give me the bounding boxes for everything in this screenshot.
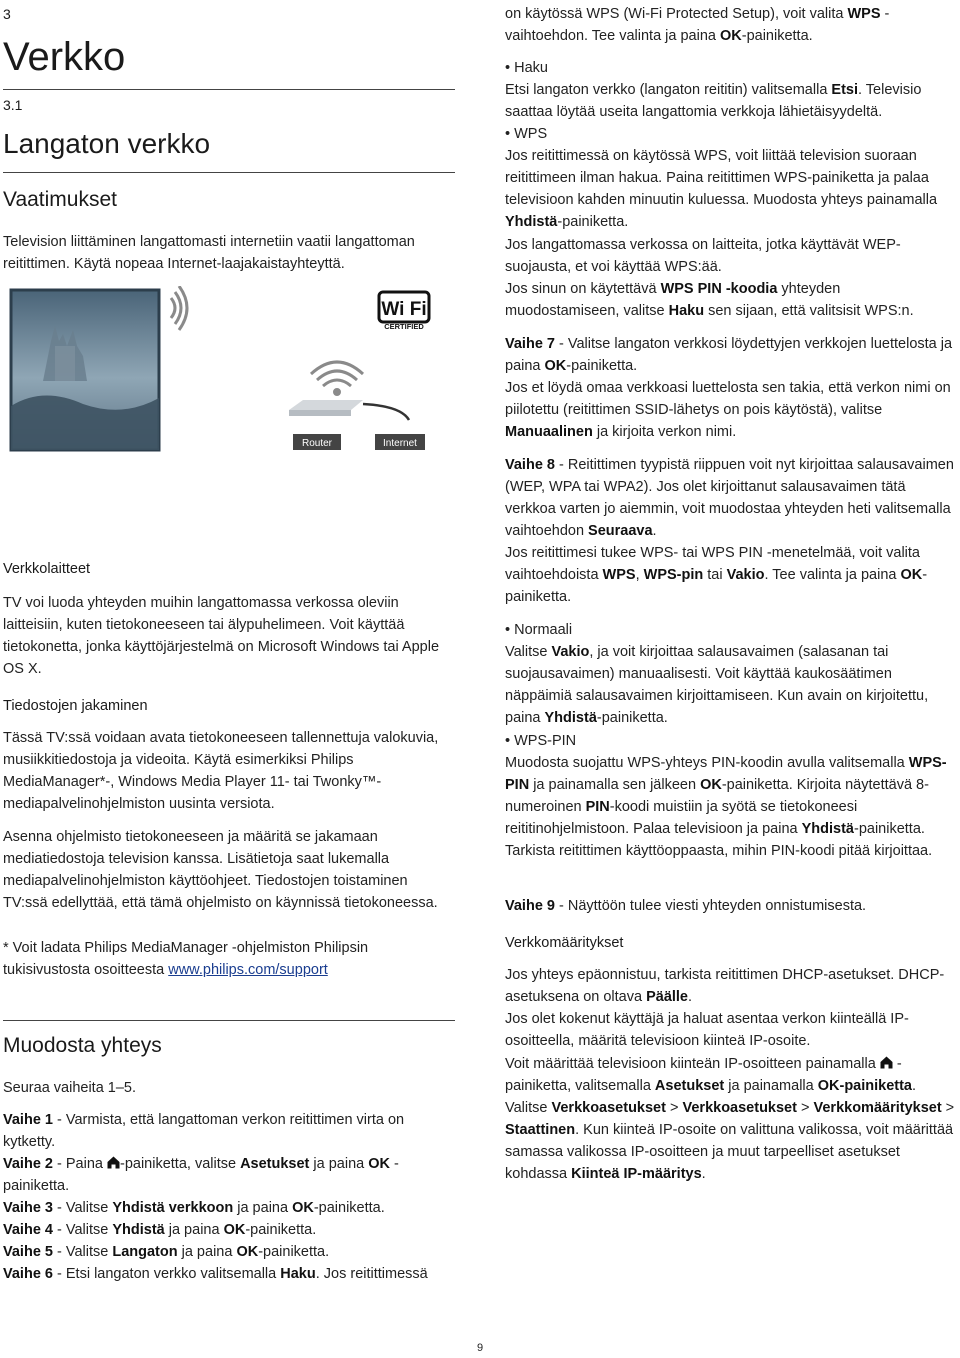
step-8-text: tai (703, 567, 727, 583)
wps-option: WPS (847, 6, 881, 22)
step-8 (505, 454, 955, 542)
network-settings-p2: Jos olet kokenut käyttäjä ja haluat asentaa verkon kiinteällä IP-osoitteella, määritä televisioon kiinteä IP-osoite. (505, 1011, 909, 1049)
wps-bullet: • WPS (505, 123, 955, 145)
standard-option: Vakio (551, 644, 590, 660)
step-6-text: on käytössä WPS (Wi-Fi Protected Setup), voit valita (505, 6, 848, 22)
connect-option: Yhdistä (544, 710, 597, 726)
requirements-heading: Vaatimukset (3, 188, 117, 211)
wifi-logo-text: Wi Fi (381, 299, 427, 320)
ns-text: -painiketta, valitsemalla (505, 1056, 902, 1094)
wireless-setup-illustration (3, 286, 455, 456)
ok-key: OK (223, 1222, 246, 1238)
ok-key: OK-painiketta (817, 1078, 912, 1094)
ok-key: OK (292, 1200, 314, 1216)
ns-text: . Valitse (505, 1078, 917, 1116)
ns-text: > (941, 1100, 955, 1116)
haku-text (505, 79, 955, 123)
step-7-hidden-network (505, 377, 955, 443)
step-4-label: Vaihe 4 (3, 1222, 53, 1238)
static-ip-option: Kiinteä IP-määritys (571, 1166, 702, 1182)
wps-text-part: sen sijaan, että valitsisit WPS:n. (704, 303, 914, 319)
step-4 (3, 1219, 455, 1241)
ok-key: OK (236, 1244, 259, 1260)
ns-text: Jos yhteys epäonnistuu, tarkista reitittimen DHCP-asetukset. DHCP-asetuksena on oltava (505, 967, 945, 1005)
divider (3, 1020, 455, 1021)
on-option: Päälle (646, 989, 688, 1005)
step-3 (3, 1197, 455, 1219)
search-option: Haku (280, 1266, 316, 1282)
normaali-text-part: -painiketta. (596, 710, 668, 726)
ok-key: OK (900, 567, 923, 583)
divider (3, 89, 455, 90)
manual-option: Manuaalinen (505, 424, 593, 440)
step-9 (505, 895, 955, 917)
network-settings-option: Verkkoasetukset (551, 1100, 666, 1116)
network-settings-heading: Verkkomääritykset (505, 935, 624, 951)
step-2-text: ja paina (309, 1156, 369, 1172)
ns-text: > (796, 1100, 814, 1116)
wps-text-part: -painiketta. (557, 214, 629, 230)
section-title: Langaton verkko (3, 128, 211, 159)
section-number: 3.1 (3, 97, 23, 113)
wps-option: WPS (602, 567, 636, 583)
step-1-label: Vaihe 1 (3, 1112, 53, 1128)
step-1 (3, 1109, 455, 1153)
wifi-certified-logo (379, 292, 429, 331)
network-settings-p1 (505, 964, 955, 1008)
file-sharing-p1: Tässä TV:ssä voidaan avata tietokoneeseen tallennettuja valokuvia, musiikkitiedostoja ja videoita. Käytä esimerkiksi Philips MediaManager*-, Windows Media Player 11- tai Twonky™-mediapalvelinohjelmiston uusinta versiota. (3, 730, 439, 812)
step-5 (3, 1241, 455, 1263)
ns-text: . (688, 989, 693, 1005)
network-settings-p3 (505, 1053, 955, 1185)
ns-text: ja painamalla (724, 1078, 818, 1094)
ok-key: OK (368, 1156, 390, 1172)
connect-option: Yhdistä (112, 1222, 165, 1238)
step-5-text: ja paina (177, 1244, 237, 1260)
step-2-text: -painiketta, valitse (119, 1156, 241, 1172)
step-9-label: Vaihe 9 (505, 898, 555, 914)
wps-text-part: Jos sinun on käytettävä (505, 281, 661, 297)
connect-option: Yhdistä (505, 214, 558, 230)
network-devices-text: TV voi luoda yhteyden muihin langattomassa verkossa oleviin laitteisiin, kuten tietokoneeseen tai älypuhelimeen. Voit käyttää tietokonetta, jonka käyttöjärjestelmä on Microsoft Windows tai Apple OS X. (3, 595, 440, 677)
page-number: 9 (476, 1342, 484, 1354)
step-7-label: Vaihe 7 (505, 336, 555, 352)
haku-bullet: • Haku (505, 57, 955, 79)
steps-list (3, 1109, 455, 1285)
chapter-title: Verkko (3, 35, 126, 79)
connect-intro: Seuraa vaiheita 1–5. (3, 1080, 137, 1096)
next-option: Seuraava (588, 523, 653, 539)
step-2-text: -painiketta. (3, 1156, 399, 1194)
wps-text-2: Jos langattomassa verkossa on laitteita, jotka käyttävät WEP-suojausta, et voi käyttää WPS:ää. (505, 237, 901, 275)
step-5-label: Vaihe 5 (3, 1244, 53, 1260)
step-8-text: - Reitittimen tyypistä riippuen voit nyt kirjoittaa salausavaimen (WEP, WPA tai WPA2). Jos olet kirjoittanut salausavaimen tätä verkkoa varten jo aiemmin, voit muodostaa yhteyden heti valitsemalla vaihtoehdon (505, 457, 954, 539)
requirements-text: Television liittäminen langattomasti internetiin vaatii langattoman reitittimen. Käytä nopeaa Internet-laajakaistayhteyttä. (3, 234, 415, 272)
ns-text: > (665, 1100, 683, 1116)
step-7-text: Jos et löydä omaa verkkoasi luettelosta sen takia, että verkon nimi on piilotettu (reitittimen SSID-lähetys on pois käytöstä), valitse (505, 380, 951, 418)
file-sharing-heading: Tiedostojen jakaminen (3, 698, 148, 714)
file-sharing-p3-text: * Voit ladata Philips MediaManager -ohjelmiston Philipsin tukisivustosta osoitteesta (3, 940, 369, 978)
step-6-text: . Jos reitittimessä (315, 1266, 428, 1282)
pin-label: PIN (585, 799, 610, 815)
home-icon (107, 1156, 120, 1169)
step-6-text: -vaihtoehdon. Tee valinta ja paina (505, 6, 890, 44)
wps-text-1 (505, 145, 955, 233)
step-8-text: . (652, 523, 657, 539)
haku-text-part: . Televisio saattaa löytää useita langattomia verkkoja lähietäisyydeltä. (505, 82, 922, 120)
step-6 (3, 1263, 455, 1285)
step-8-wps (505, 542, 955, 608)
wireless-option: Langaton (112, 1244, 178, 1260)
wps-text-part: yhteyden muodostamiseen, valitse (505, 281, 841, 319)
step-7-text: - Valitse langaton verkkosi löydettyjen verkkojen luettelosta ja paina (505, 336, 953, 374)
step-7-text: ja kirjoita verkon nimi. (592, 424, 737, 440)
search-option: Haku (668, 303, 705, 319)
philips-support-link[interactable]: www.philips.com/support (168, 962, 328, 978)
step-3-text: ja paina (233, 1200, 293, 1216)
chapter-number: 3 (3, 6, 11, 22)
wps-pin-text-part: -painiketta. Kirjoita näytettävä 8-numeroinen (505, 777, 929, 815)
normaali-text (505, 641, 955, 729)
step-8-text: . Tee valinta ja paina (764, 567, 901, 583)
settings-option: Asetukset (654, 1078, 725, 1094)
step-5-text: -painiketta. (258, 1244, 330, 1260)
internet-label-box (375, 434, 425, 450)
wifi-certified-text: CERTIFIED (384, 322, 424, 331)
settings-option: Asetukset (240, 1156, 310, 1172)
router-label-box (293, 434, 341, 450)
tv-screen-image (11, 290, 159, 450)
normaali-bullet: • Normaali (505, 619, 955, 641)
file-sharing-p2: Asenna ohjelmisto tietokoneeseen ja määritä se jakamaan mediatiedostoja television kanssa. Lisätietoja saat lukemalla mediapalvelinohjelmiston käyttöohjeet. Tiedostojen toistaminen TV:ssä edellyttää, että tämä ohjelmisto on käynnissä tietokoneessa. (3, 829, 438, 911)
ok-key: OK (544, 358, 567, 374)
wifi-waves-icon (171, 286, 187, 330)
wps-pin-text-part: -koodi muistiin ja syötä se tietokoneesi reititinohjelmistoon. Palaa televisioon ja paina (505, 799, 858, 837)
router-wifi-icon (311, 362, 363, 395)
normaali-text-part: , ja voit kirjoittaa salausavaimen (salasanan tai suojausavaimen) manuaalisesti. Voit käyttää kaukosäätimen näppäimiä salausavaimen kirjoittamiseen. Kun avain on kirjoitettu, paina (505, 644, 929, 726)
step-1-text: - Varmista, että langattoman verkon reitittimen virta on kytketty. (3, 1112, 405, 1150)
wps-pin-option: WPS PIN -koodia (660, 281, 778, 297)
step-9-text: - Näyttöön tulee viesti yhteyden onnistumisesta. (554, 898, 867, 914)
step-4-text: - Valitse (52, 1222, 113, 1238)
wps-pin-text-part: -painiketta. Tarkista reitittimen käyttöoppaasta, mihin PIN-koodi pitää kirjoittaa. (505, 821, 933, 859)
step-6-text: -painiketta. (741, 28, 813, 44)
wps-text-part: Jos reitittimessä on käytössä WPS, voit liittää television suoraan reitittimeen ilman hakua. Paina reitittimen WPS-painiketta ja palaa televisioon kahden minuutin kuluessa. Muodosta yhteys painamalla (505, 148, 938, 208)
wps-text-3 (505, 278, 955, 322)
router-icon (289, 400, 409, 420)
network-settings-option: Verkkoasetukset (682, 1100, 797, 1116)
step-3-text: - Valitse (52, 1200, 113, 1216)
step-6-label: Vaihe 6 (3, 1266, 53, 1282)
connect-option: Yhdistä (801, 821, 854, 837)
wps-pin-option: WPS-PIN (505, 755, 947, 793)
divider (3, 172, 455, 173)
ns-text: . Kun kiinteä IP-osoite on valittuna valikossa, voit määrittää samassa valikossa IP-osoitteen ja muut tarpeelliset asetukset kohdassa (505, 1122, 954, 1182)
step-3-label: Vaihe 3 (3, 1200, 53, 1216)
wps-pin-bullet: • WPS-PIN (505, 730, 955, 752)
network-config-option: Verkkomääritykset (813, 1100, 942, 1116)
step-3-text: -painiketta. (313, 1200, 385, 1216)
step-8-text: Jos reitittimesi tukee WPS- tai WPS PIN -menetelmää, voit valita vaihtoehdoista (505, 545, 920, 583)
step-7 (505, 333, 955, 377)
step-2 (3, 1153, 455, 1197)
ok-key: OK (719, 28, 742, 44)
step-6-continued (505, 3, 955, 47)
haku-text-part: Etsi langaton verkko (langaton reititin) valitsemalla (505, 82, 832, 98)
network-devices-heading: Verkkolaitteet (3, 561, 91, 577)
ns-text: Voit määrittää televisioon kiinteän IP-osoitteen painamalla (505, 1056, 880, 1072)
router-label: Router (301, 438, 333, 449)
home-icon (880, 1056, 893, 1069)
standard-option: Vakio (726, 567, 765, 583)
step-2-text: - Paina (52, 1156, 107, 1172)
file-sharing-p3 (3, 937, 455, 981)
wps-pin-text (505, 752, 955, 862)
static-option: Staattinen (505, 1122, 576, 1138)
step-7-text: -painiketta. (566, 358, 638, 374)
ok-key: OK (700, 777, 722, 793)
step-6-text: - Etsi langaton verkko valitsemalla (52, 1266, 281, 1282)
wps-pin-text-part: Muodosta suojattu WPS-yhteys PIN-koodin avulla valitsemalla (505, 755, 909, 771)
etsi-option: Etsi (831, 82, 858, 98)
normaali-text-part: Valitse (505, 644, 552, 660)
step-4-text: -painiketta. (245, 1222, 317, 1238)
step-8-text: -painiketta. (505, 567, 928, 605)
wps-pin-text-part: ja painamalla sen jälkeen (529, 777, 701, 793)
internet-label: Internet (383, 438, 417, 449)
ns-text: . (701, 1166, 706, 1182)
step-8-label: Vaihe 8 (505, 457, 555, 473)
wps-pin-option: WPS-pin (643, 567, 704, 583)
connect-network-option: Yhdistä verkkoon (112, 1200, 234, 1216)
step-8-text: , (635, 567, 644, 583)
step-2-label: Vaihe 2 (3, 1156, 53, 1172)
step-4-text: ja paina (164, 1222, 224, 1238)
step-5-text: - Valitse (52, 1244, 113, 1260)
connect-heading: Muodosta yhteys (3, 1034, 162, 1057)
